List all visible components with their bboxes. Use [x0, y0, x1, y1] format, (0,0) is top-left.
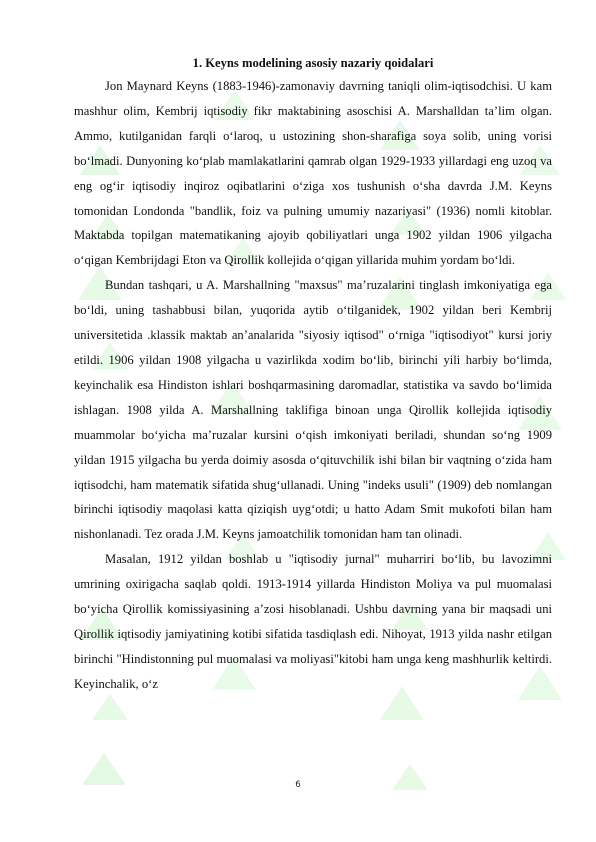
watermark-mark — [92, 694, 128, 720]
paragraph-3: Masalan, 1912 yildan boshlab u "iqtisodiy jurnal" muharriri bo‘lib, bu lavozimni umrining oxirigacha saqlab qoldi. 1913-1914 yillarda Hindiston Moliya va pul muomalasi bo‘yicha Qirollik komissiyasining a’zosi hisoblanadi. Ushbu davrning yana bir maqsadi uni Qirollik iqtisodiy jamiyatining kotibi sifatida tasdiqlash edi. Nihoyat, 1913 yilda nashr etilgan birinchi "Hindistonning pul muomalasi va moliyasi"kitobi ham unga keng mashhurlik keltirdi. Keyinchalik, o‘z — [74, 552, 552, 691]
document-page — [74, 56, 552, 697]
section-title: 1. Keyns modelining asosiy nazariy qoidalari — [192, 56, 434, 70]
page-number: 6 — [295, 780, 301, 790]
paragraph-2: Bundan tashqari, u A. Marshallning "maxsus" ma’ruzalarini tinglash imkoniyatiga ega bo‘ldi, uning tashabbusi bilan, yuqorida aytib o‘tilganidek, 1902 yildan beri Kembrij universitetida .klassik maktab an’analarida "siyosiy iqtisod" o‘rniga "iqtisodiyot" kursi joriy etildi. 1906 yildan 1908 yilgacha u vazirlikda xodim bo‘lib, birinchi yili harbiy bo‘limda, keyinchalik esa Hindiston ishlari boshqarmasining daromadlar, statistika va savdo bo‘limida ishlagan. 1908 yilda A. Marshallning taklifiga binoan unga Qirollik kollejida iqtisodiy muammolar bo‘yicha ma’ruzalar kursini o‘qish imkoniyati beriladi, shundan so‘ng 1909 yildan 1915 yilgacha bu yerda doimiy asosda o‘qituvchilik ishi bilan bir vaqtning o‘zida ham iqtisodchi, ham matematik sifatida shug‘ullanadi. Uning "indeks usuli" (1909) deb nomlangan birinchi iqtisodiy maqolasi katta qiziqish uyg‘otdi; u hatto Adam Smit mukofoti bilan ham nishonlanadi. Tez orada J.M. Keyns jamoatchilik tomonidan ham tan olinadi. — [74, 278, 552, 542]
paragraph-1: Jon Maynard Keyns (1883-1946)-zamonaviy davrning taniqli olim-iqtisodchisi. U kam mashhur olim, Kembrij iqtisodiy fikr maktabining asoschisi A. Marshalldan ta’lim olgan. Ammo, kutilganidan farqli o‘laroq, u ustozining shon-sharafiga soya solib, uning vorisi bo‘lmadi. Dunyoning ko‘plab mamlakatlarini qamrab olgan 1929-1933 yillardagi eng uzoq va eng og‘ir iqtisodiy inqiroz oqibatlarini o‘ziga xos tushunish o‘sha davrda J.M. Keyns tomonidan Londonda "bandlik, foiz va pulning umumiy nazariyasi" (1936) nomli kitoblar. Maktabda topilgan matematikaning ajoyib qobiliyatlari unga 1902 yildan 1906 yilgacha o‘qigan Kembrijdagi Eton va Qirollik kollejida o‘qigan yillarida muhim yordam bo‘ldi. — [74, 79, 552, 268]
